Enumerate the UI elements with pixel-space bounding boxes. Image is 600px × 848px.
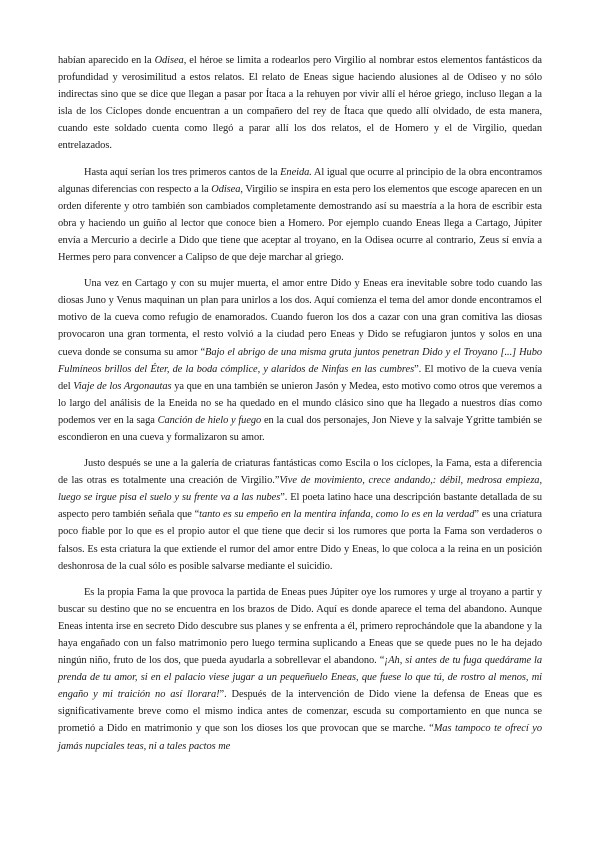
text-run: ” es una criatura poco fiable por lo que es el propio autor el que tiene que decir si los rumores que porta la Fama son verdaderos o falsos. Es esta criatura la que extiende el rumor del amor entre Dido y Eneas, lo que coloca a la reina en un posición deshonrosa de la cual sólo es posible salvarse mediante el suicidio. [58,509,542,572]
italic-text-run: Mas tampoco te ofrecí yo jamás nupciales teas, ni a tales pactos me [58,723,543,752]
text-run: ”. El poeta latino hace una descripción bastante detallada de su aspecto pero también señala que “ [58,492,542,521]
text-run: Al igual que ocurre al principio de la obra encontramos algunas diferencias con respecto a la [58,166,543,195]
italic-text-run: Odisea [211,183,241,195]
italic-text-run: ¡Ah, si antes de tu fuga quedárame la prenda de tu amor, si en el palacio viese jugar a un pequeñuelo Eneas, que fuese lo que tú, de rostro al menos, mi engaño y mi traición no así llorara! [58,655,542,701]
text-run: Es la propia Fama la que provoca la partida de Eneas pues Júpiter oye los rumores y urge al troyano a partir y buscar su destino que no se encuentra en los brazos de Dido. Aquí es donde aparece el tema del abandono. Aunque Eneas intenta irse en secreto Dido descubre sus planes y se enfrenta a él, primero reprochándole que la abandone y la haya engañado con un falso matrimonio pero luego termina suplicando a Eneas que se quede pues no le ha dejado ningún niño, fruto de los dos, que pueda ayudarla a sobrellevar el abandono. “ [58,586,542,667]
text-run: Justo después se une a la galería de criaturas fantásticas como Escila o los cíclopes, la Fama, esta a diferencia de las otras es totalmente una creación de Virgilio.” [58,458,542,487]
italic-text-run: Odisea [154,55,184,66]
italic-text-run: Vive de movimiento, crece andando,: débil, medrosa empieza, luego se irgue pisa el suelo y su frente va a las nubes [58,475,542,504]
italic-text-run: Eneida. [280,166,312,178]
body-paragraph [58,52,542,155]
body-paragraph [58,275,542,446]
body-paragraph [58,164,542,267]
text-run: Una vez en Cartago y con su mujer muerta, el amor entre Dido y Eneas era inevitable sobre todo cuando las diosas Juno y Venus maquinan un plan para unirlos a los dos. Aquí comienza el tema del amor donde encontramos el motivo de la cueva como refugio de enamorados. Cuando fueron los dos a cazar con una gran comitiva las diosas provocaron una gran tormenta, el resto volvió a la ciudad pero Eneas y Dido se refugiaron juntos y solos en una cueva donde se consuma su amor “ [58,278,542,358]
italic-text-run: Canción de hielo y fuego [157,414,262,426]
text-run: , el héroe se limita a rodearlos pero Virgilio al nombrar estos elementos fantásticos da profundidad y verosimilitud a estos relatos. El relato de Eneas sigue haciendo alusiones al de Odiseo y no sólo indirectas sino que se dice que llegan a pasar por Ítaca a la rehuyen por vivir allí el héroe griego, incluso llegan a la isla de los Cíclopes donde encuentran a un compañero del rey de Ítaca que quedo allí olvidado, de esta manera, cuando este soldado cuenta como llegó a parar allí los dos relatos, el de Homero y el de Virgilio, quedan entrelazados. [58,55,542,152]
text-run: habían aparecido en la [58,55,155,66]
text-run: Hasta aquí serían los tres primeros cantos de la [84,166,281,178]
text-run: ya que en una también se unieron Jasón y Medea, esto motivo como otros que veremos a lo largo del análisis de la Eneida no se ha quedado en el mundo clásico sino que ha llegado a nuestros días como podemos ver en la saga [58,380,542,426]
text-run: ”. El motivo de la cueva venía del [58,363,542,392]
body-paragraph [58,455,542,575]
body-paragraph [58,584,542,755]
italic-text-run: Viaje de los Argonautas [73,380,172,392]
text-run: en la cual dos personajes, Jon Nieve y la salvaje Ygritte también se escondieron en una cueva y formalizaron su amor. [58,414,542,443]
italic-text-run: tanto es su empeño en la mentira infanda, como lo es en la verdad [199,509,475,521]
italic-text-run: Bajo el abrigo de una misma gruta juntos penetran Dido y el Troyano [...] Hubo Fulmíneos brillos del Éter, de la boda cómplice, y alaridos de Ninfas en las cumbres [58,346,542,375]
text-run: ”. Después de la intervención de Dido viene la defensa de Eneas que es significativamente breve como el mismo indica antes de comenzar, escuda su comportamiento en que nunca se prometió a Dido en matrimonio y que son los dioses los que provocan que se marche. “ [58,689,542,735]
text-run: , Virgilio se inspira en esta pero los elementos que escoge aparecen en un orden diferente y otro también son cambiados completamente demostrando así su maestría a la hora de escribir esta obra y haciendo un guiño al lector que conoce bien a Homero. Por ejemplo cuando Eneas llega a Cartago, Júpiter envía a Mercurio a decirle a Dido que tiene que aceptar al troyano, en la Odisea ocurre al contrario, Zeus sí envía a Hermes pero para convencer a Calipso de que deje marchar al griego. [58,183,543,264]
